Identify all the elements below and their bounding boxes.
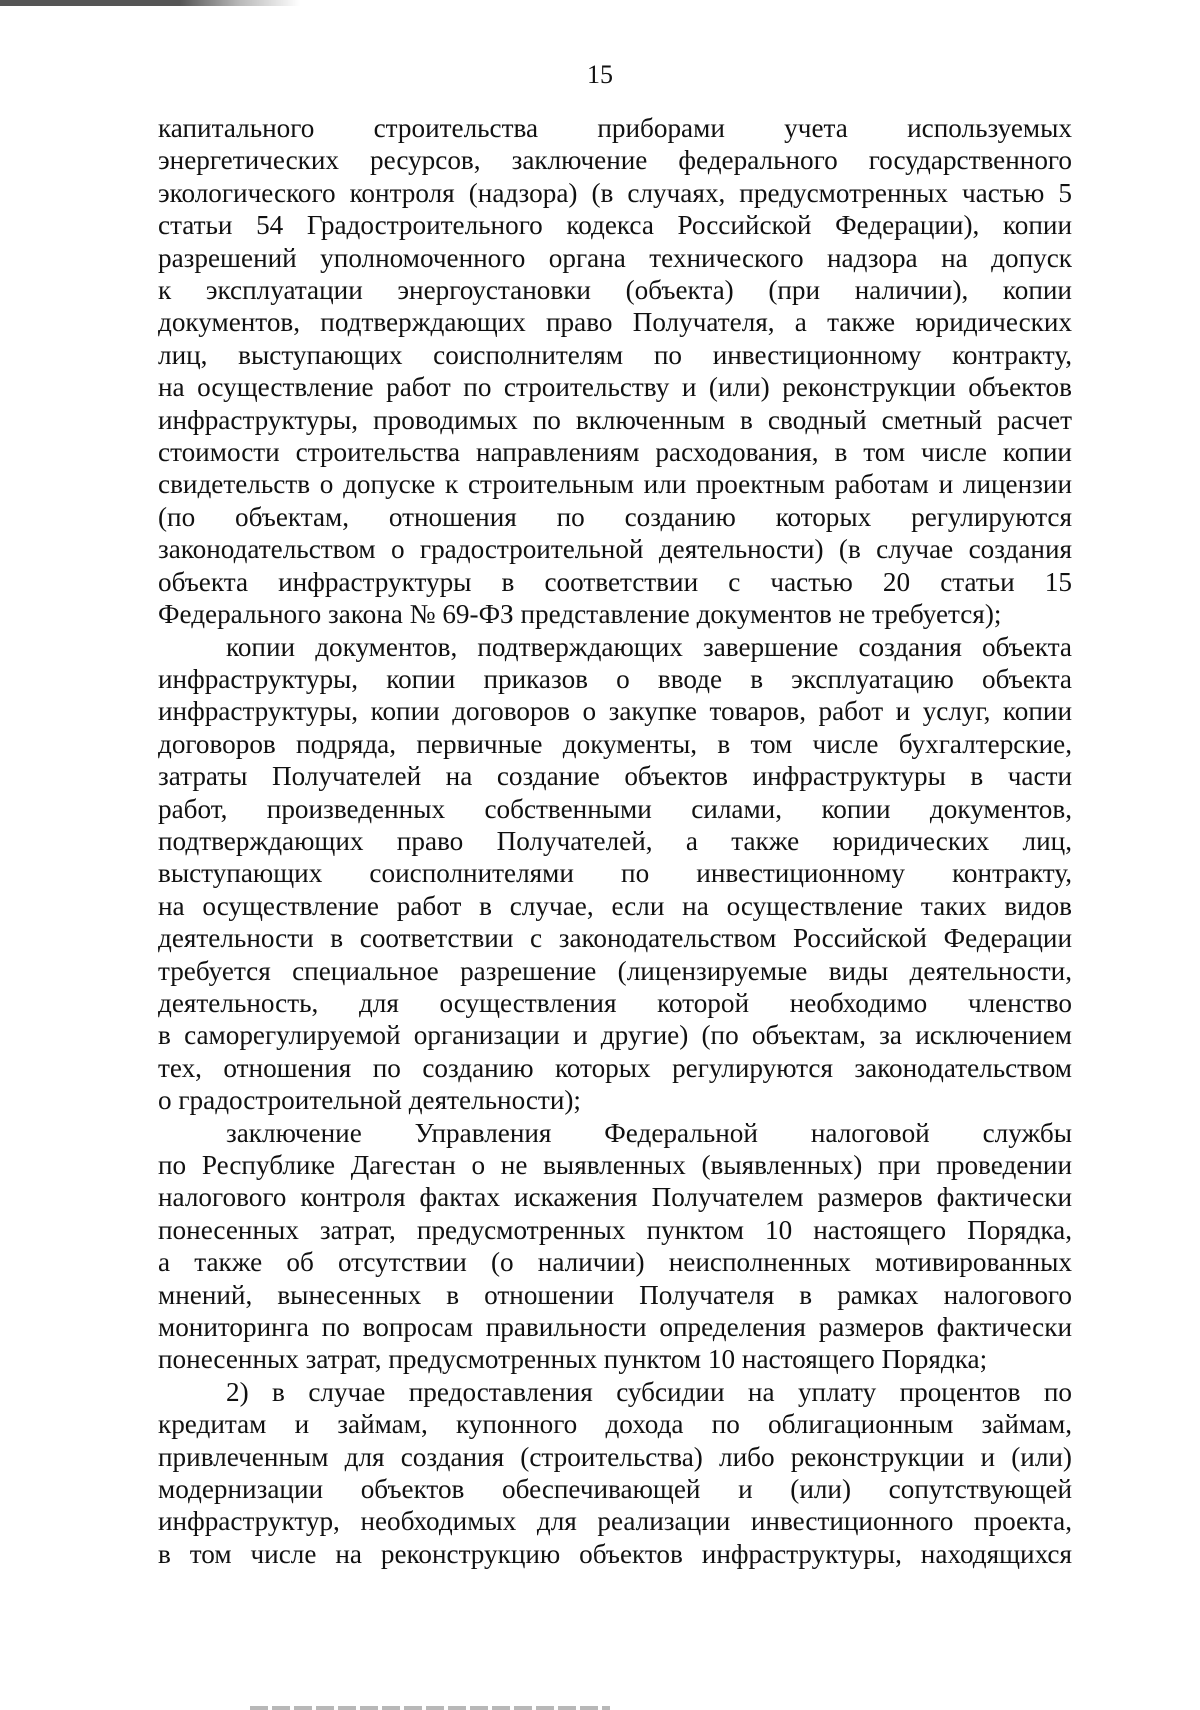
text-line: стоимости строительства направлениям расходования, в том числе копии — [158, 437, 1072, 468]
document-body — [158, 112, 1072, 1570]
paragraph — [158, 1117, 1072, 1376]
text-line: кредитам и займам, купонного дохода по облигационным займам, — [158, 1409, 1072, 1440]
text-line: в том числе на реконструкцию объектов инфраструктуры, находящихся — [158, 1538, 1072, 1569]
text-line: налогового контроля фактах искажения Получателем размеров фактически — [158, 1182, 1072, 1213]
text-line: инфраструктуры, копии договоров о закупке товаров, работ и услуг, копии — [158, 696, 1072, 727]
text-line: о градостроительной деятельности); — [158, 1085, 581, 1116]
text-line: статьи 54 Градостроительного кодекса Российской Федерации), копии — [158, 210, 1072, 241]
text-line: капитального строительства приборами учета используемых — [158, 113, 1072, 143]
text-line: на осуществление работ по строительству и (или) реконструкции объектов — [158, 372, 1072, 403]
text-line: инфраструктуры, копии приказов о вводе в эксплуатацию объекта — [158, 663, 1072, 694]
text-line: объекта инфраструктуры в соответствии с частью 20 статьи 15 — [158, 566, 1072, 597]
text-line: а также об отсутствии (о наличии) неисполненных мотивированных — [158, 1247, 1072, 1278]
paragraph — [158, 1376, 1072, 1570]
text-line: к эксплуатации энергоустановки (объекта) (при наличии), копии — [158, 275, 1072, 306]
text-line: тех, отношения по созданию которых регулируются законодательством — [158, 1052, 1072, 1083]
text-line: копии документов, подтверждающих завершение создания объекта — [226, 631, 1072, 662]
text-line: договоров подряда, первичные документы, в том числе бухгалтерские, — [158, 728, 1072, 759]
text-line: 2) в случае предоставления субсидии на уплату процентов по — [226, 1376, 1072, 1407]
text-line: затраты Получателей на создание объектов инфраструктуры в части — [158, 761, 1072, 792]
scan-edge-bottom — [250, 1706, 610, 1710]
text-line: требуется специальное разрешение (лицензируемые виды деятельности, — [158, 955, 1072, 986]
text-line: Федерального закона № 69-ФЗ представление документов не требуется); — [158, 599, 1002, 630]
text-line: законодательством о градостроительной деятельности) (в случае создания — [158, 534, 1072, 565]
text-line: разрешений уполномоченного органа технического надзора на допуск — [158, 242, 1072, 273]
text-line: свидетельств о допуске к строительным или проектным работам и лицензии — [158, 469, 1072, 500]
text-line: выступающих соисполнителями по инвестиционному контракту, — [158, 858, 1072, 889]
text-line: (по объектам, отношения по созданию которых регулируются — [158, 501, 1072, 532]
paragraph — [158, 112, 1072, 631]
text-line: инфраструктур, необходимых для реализации инвестиционного проекта, — [158, 1506, 1072, 1537]
text-line: мониторинга по вопросам правильности определения размеров фактически — [158, 1312, 1072, 1343]
text-line: заключение Управления Федеральной налоговой службы — [226, 1117, 1072, 1148]
text-line: в саморегулируемой организации и другие) (по объектам, за исключением — [158, 1020, 1072, 1051]
text-line: по Республике Дагестан о не выявленных (выявленных) при проведении — [158, 1150, 1072, 1180]
scan-edge-top — [0, 0, 300, 6]
text-line: модернизации объектов обеспечивающей и (или) сопутствующей — [158, 1474, 1072, 1505]
page-number: 15 — [587, 60, 613, 89]
text-line: работ, произведенных собственными силами, копии документов, — [158, 793, 1072, 824]
text-line: привлеченным для создания (строительства) либо реконструкции и (или) — [158, 1441, 1072, 1472]
text-line: мнений, вынесенных в отношении Получателя в рамках налогового — [158, 1279, 1072, 1310]
text-line: деятельности в соответствии с законодательством Российской Федерации — [158, 923, 1072, 954]
text-line: подтверждающих право Получателей, а также юридических лиц, — [158, 825, 1072, 856]
paragraph — [158, 631, 1072, 1117]
text-line: экологического контроля (надзора) (в случаях, предусмотренных частью 5 — [158, 177, 1072, 208]
text-line: энергетических ресурсов, заключение федерального государственного — [158, 145, 1072, 176]
text-line: понесенных затрат, предусмотренных пунктом 10 настоящего Порядка, — [158, 1214, 1072, 1245]
text-line: инфраструктуры, проводимых по включенным в сводный сметный расчет — [158, 404, 1072, 435]
text-line: документов, подтверждающих право Получателя, а также юридических — [158, 307, 1072, 338]
text-line: деятельность, для осуществления которой необходимо членство — [158, 987, 1072, 1018]
text-line: понесенных затрат, предусмотренных пунктом 10 настоящего Порядка; — [158, 1344, 988, 1375]
text-line: на осуществление работ в случае, если на осуществление таких видов — [158, 890, 1072, 921]
text-line: лиц, выступающих соисполнителям по инвестиционному контракту, — [158, 339, 1072, 370]
